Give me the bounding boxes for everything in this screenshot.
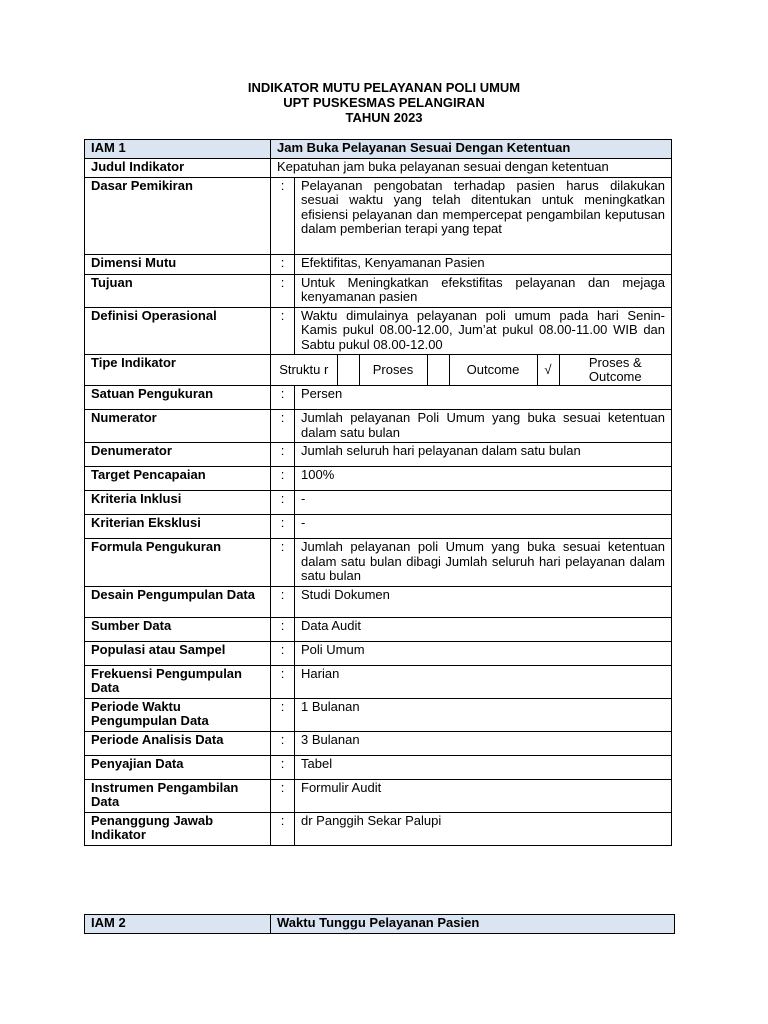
row-label: Periode Waktu Pengumpulan Data [85, 698, 271, 731]
tipe-proses-outcome: Proses & Outcome [559, 355, 671, 385]
row-colon: : [271, 779, 295, 812]
row-value: Harian [295, 665, 672, 698]
row-value: Pelayanan pengobatan terhadap pasien harus dilakukan sesuai waktu yang telah ditentukan untuk meningkatkan efisiensi pelayanan dan mempercepat pengambilan keputusan dalam pemberian terapi yang tepat [295, 177, 672, 254]
row-value: dr Panggih Sekar Palupi [295, 812, 672, 845]
row-kriteria-inklusi [85, 491, 672, 515]
row-tipe-indikator [85, 355, 672, 386]
row-numerator [85, 410, 672, 443]
tipe-indikator-options [271, 355, 671, 385]
row-colon: : [271, 177, 295, 254]
row-colon: : [271, 586, 295, 617]
tipe-outcome: Outcome [449, 355, 537, 385]
row-colon: : [271, 491, 295, 515]
row-label: Dimensi Mutu [85, 254, 271, 274]
checkmark-icon: √ [537, 355, 559, 385]
row-value: Waktu dimulainya pelayanan poli umum pada hari Senin-Kamis pukul 08.00-12.00, Jum’at pukul 08.00-11.00 WIB dan Sabtu pukul 08.00-12.00 [295, 307, 672, 355]
row-tujuan [85, 274, 672, 307]
row-label: Kriterian Eksklusi [85, 515, 271, 539]
row-label: Definisi Operasional [85, 307, 271, 355]
indicator-header-row [85, 140, 672, 159]
row-colon: : [271, 665, 295, 698]
row-colon: : [271, 515, 295, 539]
row-label: Tujuan [85, 274, 271, 307]
row-penanggung-jawab [85, 812, 672, 845]
row-colon: : [271, 698, 295, 731]
row-satuan-pengukuran [85, 386, 672, 410]
row-label: Penyajian Data [85, 755, 271, 779]
row-label: Satuan Pengukuran [85, 386, 271, 410]
row-label: Tipe Indikator [85, 355, 271, 386]
row-label: Kriteria Inklusi [85, 491, 271, 515]
indicator-table-iam2 [84, 914, 675, 934]
row-desain-pengumpulan-data [85, 586, 672, 617]
row-value: Formulir Audit [295, 779, 672, 812]
row-label: Target Pencapaian [85, 467, 271, 491]
row-value: 1 Bulanan [295, 698, 672, 731]
row-value: Poli Umum [295, 641, 672, 665]
row-label: Penanggung Jawab Indikator [85, 812, 271, 845]
row-instrumen-pengambilan-data [85, 779, 672, 812]
row-value: 100% [295, 467, 672, 491]
row-value: Jumlah pelayanan Poli Umum yang buka sesuai ketentuan dalam satu bulan [295, 410, 672, 443]
row-value: - [295, 491, 672, 515]
row-label: Desain Pengumpulan Data [85, 586, 271, 617]
row-value: Tabel [295, 755, 672, 779]
row-label: Numerator [85, 410, 271, 443]
row-definisi-operasional [85, 307, 672, 355]
row-label: Periode Analisis Data [85, 731, 271, 755]
indicator-table-iam1 [84, 139, 672, 846]
row-denumerator [85, 443, 672, 467]
row-label: Frekuensi Pengumpulan Data [85, 665, 271, 698]
row-value: 3 Bulanan [295, 731, 672, 755]
row-colon: : [271, 641, 295, 665]
row-colon: : [271, 274, 295, 307]
row-colon: : [271, 307, 295, 355]
row-colon: : [271, 443, 295, 467]
row-colon: : [271, 467, 295, 491]
row-dimensi-mutu [85, 254, 672, 274]
row-frekuensi-pengumpulan-data [85, 665, 672, 698]
row-colon: : [271, 617, 295, 641]
row-value: Untuk Meningkatkan efekstifitas pelayanan dan mejaga kenyamanan pasien [295, 274, 672, 307]
row-label: Formula Pengukuran [85, 539, 271, 587]
row-target-pencapaian [85, 467, 672, 491]
row-colon: : [271, 539, 295, 587]
document-title [0, 80, 768, 125]
row-periode-analisis-data [85, 731, 672, 755]
row-value: - [295, 515, 672, 539]
row-label: Denumerator [85, 443, 271, 467]
row-value: Data Audit [295, 617, 672, 641]
row-formula-pengukuran [85, 539, 672, 587]
indicator-code: IAM 2 [85, 915, 271, 934]
row-periode-waktu-pengumpulan [85, 698, 672, 731]
title-line-1: INDIKATOR MUTU PELAYANAN POLI UMUM [247, 80, 521, 95]
indicator-name: Waktu Tunggu Pelayanan Pasien [271, 915, 675, 934]
row-colon: : [271, 755, 295, 779]
row-colon: : [271, 386, 295, 410]
row-kriterian-eksklusi [85, 515, 672, 539]
row-label: Populasi atau Sampel [85, 641, 271, 665]
row-colon: : [271, 812, 295, 845]
row-populasi-sampel [85, 641, 672, 665]
row-value: Kepatuhan jam buka pelayanan sesuai dengan ketentuan [271, 159, 672, 178]
row-penyajian-data [85, 755, 672, 779]
tipe-struktur-check [337, 355, 359, 385]
tipe-proses-check [427, 355, 449, 385]
row-label: Instrumen Pengambilan Data [85, 779, 271, 812]
tipe-proses: Proses [359, 355, 427, 385]
row-judul-indikator [85, 159, 672, 178]
row-colon: : [271, 731, 295, 755]
row-value: Efektifitas, Kenyamanan Pasien [295, 254, 672, 274]
title-line-2: UPT PUSKESMAS PELANGIRAN [283, 95, 485, 110]
row-dasar-pemikiran [85, 177, 672, 254]
row-value: Jumlah seluruh hari pelayanan dalam satu bulan [295, 443, 672, 467]
indicator-name: Jam Buka Pelayanan Sesuai Dengan Ketentuan [271, 140, 672, 159]
title-line-3: TAHUN 2023 [345, 110, 423, 125]
row-colon: : [271, 410, 295, 443]
row-sumber-data [85, 617, 672, 641]
indicator-code: IAM 1 [85, 140, 271, 159]
row-colon: : [271, 254, 295, 274]
tipe-struktur: Struktu r [271, 355, 337, 385]
row-value: Jumlah pelayanan poli Umum yang buka sesuai ketentuan dalam satu bulan dibagi Jumlah seluruh hari pelayanan dalam satu bulan [295, 539, 672, 587]
row-label: Dasar Pemikiran [85, 177, 271, 254]
row-value: Persen [295, 386, 672, 410]
row-label: Judul Indikator [85, 159, 271, 178]
tipe-indikator-cell [271, 355, 672, 386]
row-value: Studi Dokumen [295, 586, 672, 617]
row-label: Sumber Data [85, 617, 271, 641]
indicator-header-row [85, 915, 675, 934]
